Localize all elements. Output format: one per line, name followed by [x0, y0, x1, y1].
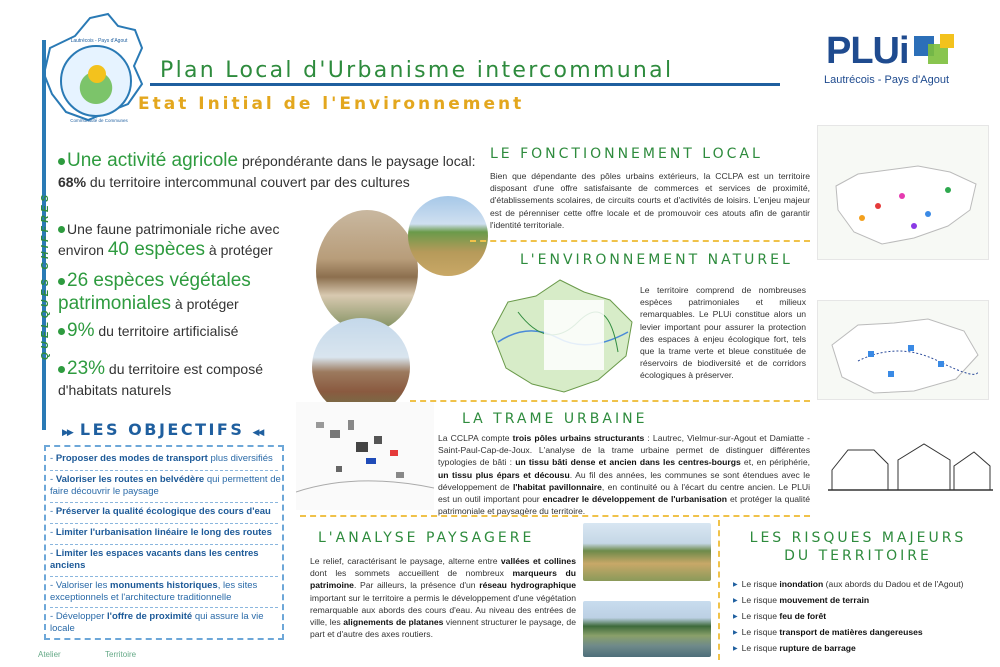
bullet-dot-icon	[58, 278, 65, 285]
objective-separator	[50, 523, 278, 524]
double-arrow-right-icon: ▶▶	[62, 428, 72, 438]
bullet-dot-icon	[58, 366, 65, 373]
map-green-blue-network	[488, 272, 636, 402]
objective-separator	[50, 576, 278, 577]
round-logo-text: Lautrécois - Pays d'Agout	[70, 38, 128, 44]
photo-rolling-hills	[583, 523, 711, 581]
map-urban-fabric	[296, 402, 434, 510]
figure-agriculture: Une activité agricole prépondérante dans le paysage local: 68% du territoire intercommunal couvert par des cultures	[58, 150, 476, 190]
figure-flora: 26 espèces végétales patrimoniales à protéger	[58, 270, 251, 314]
paysage-text: Le relief, caractérisant le paysage, alterne entre vallées et collines dont les sommets accueillent de nombreux marqueurs du patrimoine. Par ailleurs, la présence d'un réseau hydrographique important sur le territoire a permis le développement d'une végétation remarquable aux abords des cours d'eau. Au niveau des entrées de ville, les alignements de platanes viennent structurer le paysage, de part et d'autre des axes routiers.	[310, 556, 576, 640]
plui-logo	[822, 30, 972, 90]
section-divider-vertical	[718, 520, 720, 660]
photo-river-trees	[583, 601, 711, 657]
section-divider	[410, 400, 810, 402]
risk-item: ▶ Le risque transport de matières dangereuses	[733, 627, 923, 637]
community-round-logo	[60, 45, 132, 117]
section-title-fonctionnement: LE FONCTIONNEMENT LOCAL	[490, 146, 763, 162]
sketch-traditional-architecture	[828, 430, 993, 498]
section-title-paysage: L'ANALYSE PAYSAGERE	[318, 530, 535, 546]
round-logo-text-bottom: Communauté de Communes	[70, 118, 128, 123]
bullet-dot-icon	[58, 226, 65, 233]
partner-logo-atelier: Atelier	[38, 650, 61, 659]
objective-separator	[50, 544, 278, 545]
plui-logo-text: PLUi	[826, 30, 909, 72]
title-underline	[150, 83, 780, 86]
risk-item: ▶ Le risque mouvement de terrain	[733, 595, 869, 605]
partner-logo-territoire: Territoire	[105, 650, 137, 659]
objective-separator	[50, 470, 278, 471]
objective-item: - Limiter les espaces vacants dans les centres anciens	[50, 548, 259, 572]
figure-artificialised: 9% du territoire artificialisé	[58, 320, 308, 343]
bullet-dot-icon	[58, 328, 65, 335]
trame-text: La CCLPA compte trois pôles urbains structurants : Lautrec, Vielmur-sur-Agout et Damiatte - Saint-Paul-Cap-de-Joux. L'analyse de la trame urbaine permet de distinguer différentes typologies de bâti : un tissu bâti dense et ancien dans les centres-bourgs et, en périphérie, un tissu plus épars et décousu. Au fil des années, les communes se sont étendues avec le développement de l'habitat pavillonnaire, en continuité ou à l'écart du centre ancien. Le PLUi est un outil important pour encadrer le développement de l'urbanisation et protéger la qualité patrimoniale et paysagère du territoire.	[438, 433, 811, 517]
photo-agricultural-field	[408, 196, 488, 276]
section-title-risques-1: LES RISQUES MAJEURS	[749, 530, 967, 546]
objective-item: - Valoriser les routes en belvédère qui permettent de faire découvrir le paysage	[50, 474, 281, 498]
section-title-trame: LA TRAME URBAINE	[462, 411, 648, 427]
key-figures-vertical-label: QUELQUES CHIFFRES	[40, 191, 51, 360]
bullet-dot-icon	[58, 158, 65, 165]
figure-fauna: Une faune patrimoniale riche avec environ 40 espèces à protéger	[58, 221, 280, 261]
risk-item: ▶ Le risque feu de forêt	[733, 611, 826, 621]
map-local-services	[817, 125, 989, 260]
risk-item: ▶ Le risque rupture de barrage	[733, 643, 856, 653]
environnement-text: Le territoire comprend de nombreuses espèces patrimoniales et milieux remarquables. Le PLUi constitue alors un levier important pour assurer la protection des espaces à enjeu écologique fort, tels que la trame verte et bleue constituée de réservoirs de biodiversité et de corridors écologiques à préserver.	[640, 285, 806, 381]
fonctionnement-text: Bien que dépendante des pôles urbains extérieurs, la CCLPA est un territoire disposant d'une offre satisfaisante de commerces et services de proximité, d'établissements scolaires, de circuits courts et d'activités de loisirs. L'enjeu majeur est de pérenniser cette offre locale et de promouvoir ces atouts afin de garantir l'identité territoriale.	[490, 171, 810, 230]
objective-item: - Valoriser les monuments historiques, les sites exceptionnels et l'architecture traditionnelle	[50, 580, 258, 604]
photo-timber-frame-house	[316, 210, 418, 332]
page-subtitle: Etat Initial de l'Environnement	[138, 94, 525, 114]
section-divider	[300, 515, 810, 517]
map-schools	[817, 300, 989, 400]
objective-separator	[50, 502, 278, 503]
objective-item: - Proposer des modes de transport plus diversifiés	[50, 453, 273, 464]
objective-item: - Limiter l'urbanisation linéaire le long des routes	[50, 527, 272, 538]
plui-logo-square-yellow	[940, 34, 954, 48]
objectives-title: ▶▶ LES OBJECTIFS ◀◀	[62, 420, 263, 439]
section-title-environnement: L'ENVIRONNEMENT NATUREL	[520, 252, 793, 268]
page-title: Plan Local d'Urbanisme intercommunal	[160, 58, 674, 83]
objective-item: - Préserver la qualité écologique des cours d'eau	[50, 506, 271, 517]
plui-logo-subtitle: Lautrécois - Pays d'Agout	[824, 74, 950, 86]
double-arrow-left-icon: ◀◀	[252, 428, 263, 438]
risk-item: ▶ Le risque inondation (aux abords du Dadou et de l'Agout)	[733, 579, 963, 589]
figure-natural-habitats: 23% du territoire est composé d'habitats naturels	[58, 358, 263, 398]
objective-item: - Développer l'offre de proximité qui assure la vie locale	[50, 611, 264, 635]
section-title-risques-2: DU TERRITOIRE	[784, 548, 932, 564]
objective-separator	[50, 607, 278, 608]
section-divider	[470, 240, 810, 242]
footer-partner-logos	[38, 650, 136, 659]
